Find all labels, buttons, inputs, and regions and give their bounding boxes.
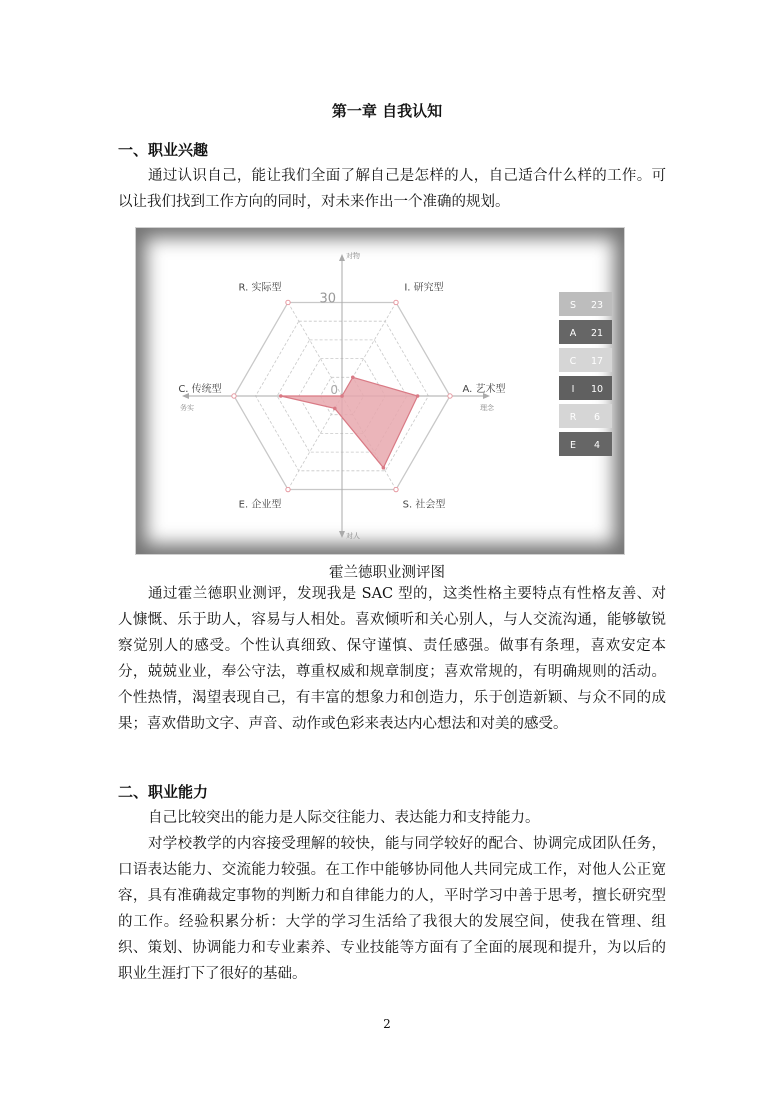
score-code-c: C: [569, 356, 577, 367]
page-number: 2: [383, 1017, 391, 1031]
score-box-s: [559, 292, 612, 316]
pole-label-right: 理念: [480, 404, 494, 412]
score-box-r: [559, 404, 612, 428]
vertex-marker-6: [232, 394, 236, 398]
pole-label-bottom: 对人: [346, 532, 360, 540]
tick-label-zero: 0: [330, 383, 338, 397]
score-point-3: [416, 394, 420, 398]
score-point-4: [382, 466, 386, 470]
score-box-c: [559, 348, 612, 372]
chapter-title: 第一章 自我认知: [331, 102, 443, 120]
tick-label-max: 30: [319, 291, 336, 307]
score-value-c: 17: [590, 356, 604, 367]
pole-label-top: 对物: [346, 252, 360, 260]
score-point-5: [333, 407, 337, 411]
vertex-marker-5: [286, 487, 290, 491]
score-code-s: S: [569, 300, 577, 311]
score-code-r: R: [569, 412, 577, 423]
arrow-down-icon: [339, 531, 345, 538]
score-code-e: E: [569, 440, 577, 451]
holland-radar-chart: [136, 228, 624, 554]
axis-label-5: E. 企业型: [238, 499, 282, 511]
vertex-marker-3: [448, 394, 452, 398]
grid-spoke-1: [288, 302, 342, 396]
score-box-e: [559, 432, 612, 456]
axis-label-3: A. 艺术型: [462, 384, 506, 395]
score-value-a: 21: [590, 328, 604, 339]
paragraph-ability-summary: 自己比较突出的能力是人际交往能力、表达能力和支持能力。: [148, 810, 540, 826]
score-code-a: A: [569, 328, 577, 339]
axis-label-2: I. 研究型: [404, 282, 444, 294]
score-point-6: [279, 394, 283, 398]
score-value-r: 6: [593, 412, 601, 423]
vertex-marker-1: [286, 300, 290, 304]
paragraph-ability-detail: 对学校教学的内容接受理解的较快，能与同学较好的配合、协调完成团队任务，口语表达能力、交流能力较强。在工作中能够协同他人共同完成工作，对他人公正宽容，具有准确裁定事物的判断力和自律能力的人，平时学习中善于思考，擅长研究型的工作。经验积累分析：大学的学习生活给了我很大的发展空间，使我在管理、组织、策划、协调能力和专业素养、专业技能等方面有了全面的展现和提升，为以后的职业生涯打下了很好的基础。: [118, 836, 666, 982]
figure-caption: 霍兰德职业测评图: [329, 565, 445, 581]
pole-label-left: 务实: [180, 404, 194, 412]
axis-label-6: C. 传统型: [178, 384, 222, 395]
score-value-e: 4: [593, 440, 601, 451]
section-heading-interest: 一、职业兴趣: [118, 141, 209, 159]
axis-label-1: R. 实际型: [238, 282, 282, 294]
paragraph-sac-analysis: 通过霍兰德职业测评，发现我是 SAC 型的，这类性格主要特点有性格友善、对人慷慨、乐于助人，容易与人相处。喜欢倾听和关心别人，与人交流沟通，能够敏锐察觉别人的感受。个性认真细致、保守谨慎、责任感强。做事有条理，喜欢安定本分，兢兢业业，奉公守法，尊重权威和规章制度；喜欢常规的，有明确规则的活动。个性热情，渴望表现自己，有丰富的想象力和创造力，乐于创造新颖、与众不同的成果；喜欢借助文字、声音、动作或色彩来表达内心想法和对美的感受。: [118, 586, 666, 732]
vertex-marker-2: [394, 300, 398, 304]
vertex-marker-4: [394, 487, 398, 491]
score-box-i: [559, 376, 612, 400]
paragraph-intro: 通过认识自己，能让我们全面了解自己是怎样的人，自己适合什么样的工作。可以让我们找到工作方向的同时，对未来作出一个准确的规划。: [118, 168, 666, 210]
score-point-2: [351, 375, 355, 379]
score-box-a: [559, 320, 612, 344]
score-value-s: 23: [590, 300, 604, 311]
holland-chart-figure: [136, 228, 624, 554]
score-code-i: I: [571, 384, 575, 395]
score-value-i: 10: [590, 384, 604, 395]
arrow-up-icon: [339, 254, 345, 261]
section-heading-ability: 二、职业能力: [118, 783, 209, 801]
score-point-1: [340, 394, 344, 398]
axis-label-4: S. 社会型: [402, 499, 446, 511]
